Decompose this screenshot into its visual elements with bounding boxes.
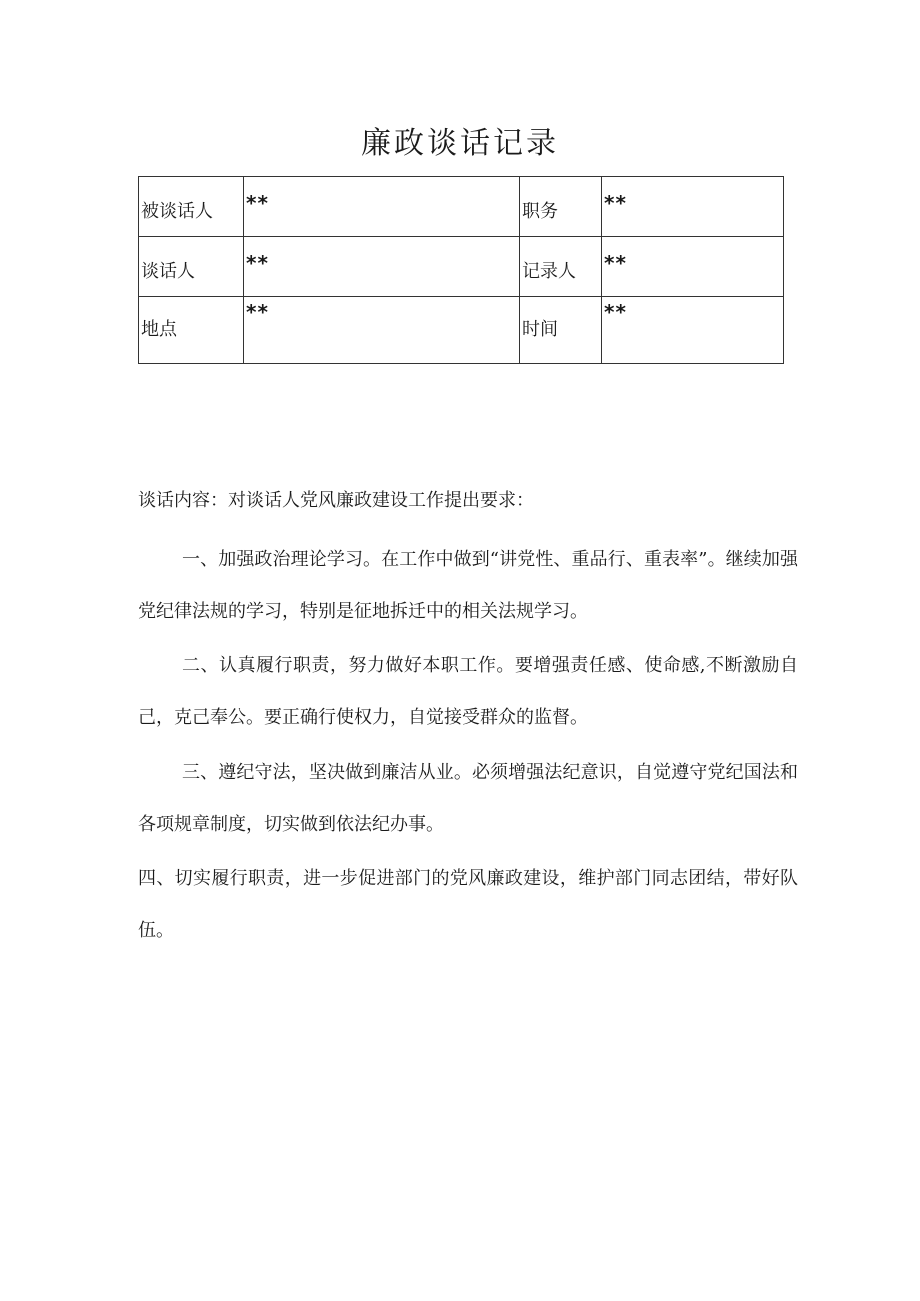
position-value-cell [602,177,784,237]
time-label: 时间 [522,319,558,340]
time-label-cell [520,297,602,364]
interviewer-label-cell [139,237,244,297]
location-label-cell [139,297,244,364]
time-value-cell [602,297,784,364]
recorder-label: 记录人 [522,261,576,282]
content-intro: 谈话内容：对谈话人党风廉政建设工作提出要求： [138,490,534,511]
interviewer-value: ** [246,251,269,275]
time-value: ** [604,300,627,324]
position-label: 职务 [522,201,558,222]
location-label: 地点 [141,319,177,340]
paragraph-4: 四、切实履行职责，进一步促进部门的党风廉政建设，维护部门同志团结，带好队伍。 [138,868,798,941]
position-value: ** [604,191,627,215]
interviewer-label: 谈话人 [141,261,195,282]
recorder-label-cell [520,237,602,297]
interviewee-label-cell [139,177,244,237]
location-value: ** [246,300,269,324]
paragraph-3: 三、遵纪守法，坚决做到廉洁从业。必须增强法纪意识，自觉遵守党纪国法和各项规章制度，切实做到依法纪办事。 [138,762,798,835]
interviewee-label: 被谈话人 [141,201,213,222]
paragraph-2: 二、认真履行职责，努力做好本职工作。要增强责任感、使命感,不断激励自己，克己奉公。要正确行使权力，自觉接受群众的监督。 [138,655,798,728]
recorder-value-cell [602,237,784,297]
location-value-cell [244,297,520,364]
interviewer-value-cell [244,237,520,297]
position-label-cell [520,177,602,237]
interviewee-value: ** [246,191,269,215]
paragraph-1: 一、加强政治理论学习。在工作中做到“讲党性、重品行、重表率”。继续加强党纪律法规的学习，特别是征地拆迁中的相关法规学习。 [138,549,798,622]
info-row-location [139,297,784,364]
info-row-interviewee [139,177,784,237]
interviewee-value-cell [244,177,520,237]
document-title: 廉政谈话记录 [361,126,559,161]
info-row-interviewer [139,237,784,297]
recorder-value: ** [604,251,627,275]
info-table [138,176,784,364]
